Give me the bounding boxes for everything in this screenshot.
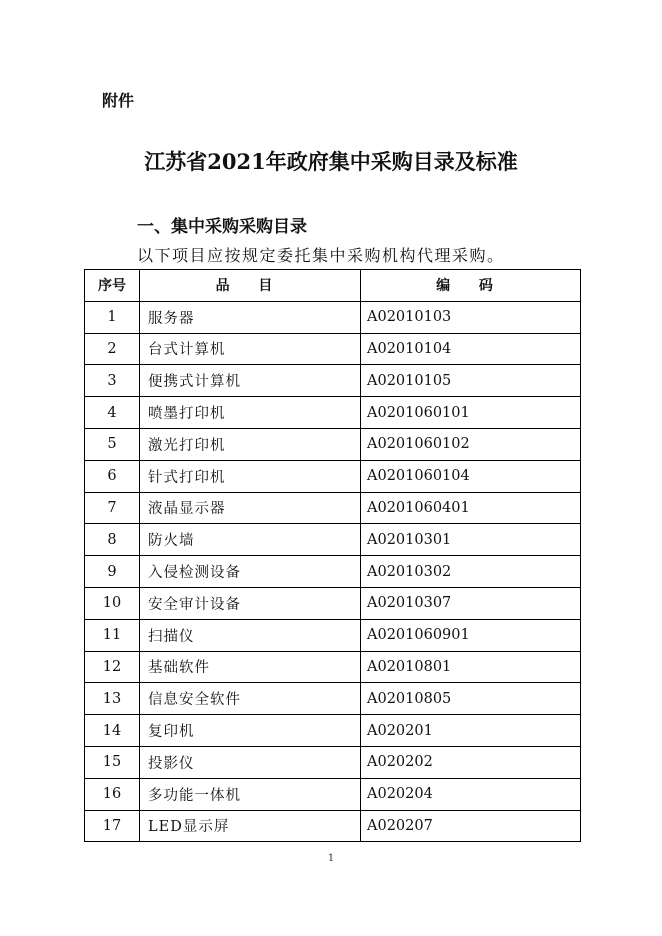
- table-row: [85, 397, 581, 429]
- row-item: 台式计算机: [140, 333, 361, 365]
- table-row: [85, 428, 581, 460]
- row-code: A0201060104: [361, 460, 581, 492]
- table-row: [85, 524, 581, 556]
- table-row: [85, 460, 581, 492]
- row-code: A02010105: [361, 365, 581, 397]
- row-item: 复印机: [140, 715, 361, 747]
- row-serial: 17: [85, 810, 140, 842]
- row-item: 信息安全软件: [140, 683, 361, 715]
- row-serial: 5: [85, 428, 140, 460]
- row-serial: 16: [85, 778, 140, 810]
- row-code: A02010103: [361, 301, 581, 333]
- row-serial: 4: [85, 397, 140, 429]
- row-serial: 15: [85, 746, 140, 778]
- table-row: [85, 810, 581, 842]
- row-item: 投影仪: [140, 746, 361, 778]
- row-code: A02010801: [361, 651, 581, 683]
- table-row: [85, 683, 581, 715]
- row-code: A0201060102: [361, 428, 581, 460]
- row-serial: 12: [85, 651, 140, 683]
- table-row: [85, 365, 581, 397]
- table-header-row: [85, 270, 581, 302]
- table-row: [85, 301, 581, 333]
- row-item: 针式打印机: [140, 460, 361, 492]
- row-serial: 9: [85, 556, 140, 588]
- row-item: 服务器: [140, 301, 361, 333]
- row-code: A0201060101: [361, 397, 581, 429]
- table-row: [85, 619, 581, 651]
- row-item: 基础软件: [140, 651, 361, 683]
- row-item: 液晶显示器: [140, 492, 361, 524]
- row-serial: 8: [85, 524, 140, 556]
- table-row: [85, 556, 581, 588]
- row-serial: 3: [85, 365, 140, 397]
- row-serial: 11: [85, 619, 140, 651]
- row-item: LED显示屏: [140, 810, 361, 842]
- table-row: [85, 587, 581, 619]
- page-number: 1: [327, 853, 335, 864]
- row-item: 多功能一体机: [140, 778, 361, 810]
- row-item: 激光打印机: [140, 428, 361, 460]
- header-code: 编 码: [361, 270, 581, 302]
- row-serial: 7: [85, 492, 140, 524]
- row-code: A02010104: [361, 333, 581, 365]
- row-code: A0201060401: [361, 492, 581, 524]
- row-serial: 10: [85, 587, 140, 619]
- table-row: [85, 333, 581, 365]
- row-item: 扫描仪: [140, 619, 361, 651]
- row-serial: 14: [85, 715, 140, 747]
- table-row: [85, 715, 581, 747]
- header-serial: 序号: [85, 270, 140, 302]
- row-code: A02010302: [361, 556, 581, 588]
- section-heading: 一、集中采购采购目录: [137, 217, 307, 237]
- row-code: A020207: [361, 810, 581, 842]
- row-item: 安全审计设备: [140, 587, 361, 619]
- row-serial: 1: [85, 301, 140, 333]
- document-title: 江苏省2021年政府集中采购目录及标准: [144, 149, 518, 174]
- row-code: A02010307: [361, 587, 581, 619]
- procurement-catalog-table: [84, 269, 581, 842]
- intro-paragraph: 以下项目应按规定委托集中采购机构代理采购。: [137, 246, 505, 265]
- row-item: 喷墨打印机: [140, 397, 361, 429]
- table-row: [85, 651, 581, 683]
- row-serial: 13: [85, 683, 140, 715]
- row-code: A0201060901: [361, 619, 581, 651]
- row-item: 入侵检测设备: [140, 556, 361, 588]
- row-code: A02010301: [361, 524, 581, 556]
- row-serial: 6: [85, 460, 140, 492]
- table-row: [85, 746, 581, 778]
- row-code: A020201: [361, 715, 581, 747]
- table-row: [85, 778, 581, 810]
- table-body: [85, 301, 581, 842]
- row-item: 防火墙: [140, 524, 361, 556]
- table-row: [85, 492, 581, 524]
- header-item: 品 目: [140, 270, 361, 302]
- row-code: A020202: [361, 746, 581, 778]
- row-code: A02010805: [361, 683, 581, 715]
- row-code: A020204: [361, 778, 581, 810]
- row-item: 便携式计算机: [140, 365, 361, 397]
- attachment-label: 附件: [102, 91, 135, 110]
- row-serial: 2: [85, 333, 140, 365]
